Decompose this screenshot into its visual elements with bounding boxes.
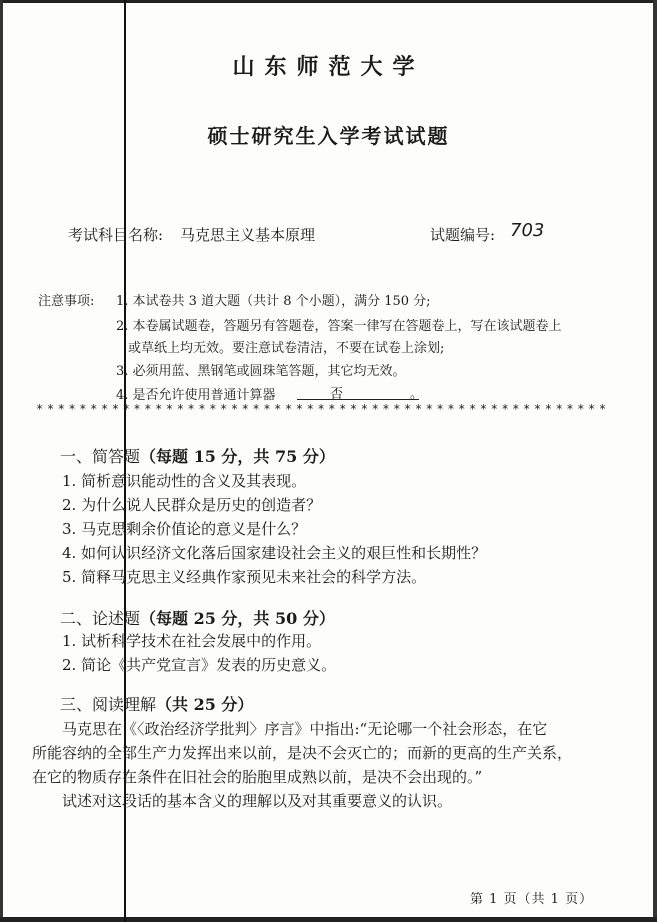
section-2-score: （每题 25 分，共 50 分） [140, 609, 335, 628]
section-1-question-4: 4. 如何认识经济文化落后国家建设社会主义的艰巨性和长期性？ [62, 544, 487, 562]
exam-code-value: 703 [510, 220, 545, 241]
section-3-passage-line-2: 所能容纳的全部生产力发挥出来以前，是决不会灭亡的；而新的更高的生产关系， [32, 744, 573, 762]
calculator-answer-underline [297, 399, 419, 400]
section-3-title: 三、阅读理解 [60, 695, 157, 714]
page-number: 第 1 页（共 1 页） [470, 892, 594, 907]
section-3-passage-line-1: 马克思在《〈政治经济学批判〉序言》中指出:“无论哪一个社会形态，在它 [62, 720, 548, 738]
section-2-heading [60, 606, 335, 629]
section-1-question-3: 3. 马克思剩余价值论的意义是什么？ [62, 520, 307, 538]
scan-border-bottom [0, 917, 657, 922]
calculator-answer-end: 。 [410, 387, 424, 402]
section-1-question-5: 5. 简释马克思主义经典作家预见未来社会的科学方法。 [62, 568, 427, 586]
separator-line: ***************************************************** [36, 402, 610, 416]
scan-border-top [0, 0, 657, 3]
note-item-2-continued: 或草纸上均无效。要注意试卷清洁，不要在试卷上涂划; [128, 341, 445, 356]
calculator-answer: 否 [330, 387, 344, 402]
note-item-1: 1. 本试卷共 3 道大题（共计 8 个小题），满分 150 分; [116, 294, 431, 309]
exam-code-label: 试题编号: [430, 226, 496, 244]
note-item-2: 2. 本卷属试题卷，答题另有答题卷，答案一律写在答题卷上，写在该试题卷上 [116, 319, 562, 334]
note-item-3: 3. 必须用蓝、黑钢笔或圆珠笔答题，其它均无效。 [116, 364, 406, 379]
section-1-question-1: 1. 简析意识能动性的含义及其表现。 [62, 472, 307, 490]
section-1-heading [60, 444, 335, 467]
section-1-score: （每题 15 分，共 75 分） [140, 447, 335, 466]
subject-label: 考试科目名称: [68, 226, 164, 244]
section-1-question-2: 2. 为什么说人民群众是历史的创造者？ [62, 496, 322, 514]
notes-label: 注意事项: [38, 294, 95, 309]
section-3-question: 试述对这段话的基本含义的理解以及对其重要意义的认识。 [62, 792, 453, 810]
section-3-score: （共 25 分） [156, 695, 254, 714]
exam-title: 硕士研究生入学考试试题 [207, 124, 450, 148]
section-1-title: 一、简答题 [60, 447, 141, 466]
section-2-title: 二、论述题 [60, 609, 141, 628]
section-2-question-1: 1. 试析科学技术在社会发展中的作用。 [62, 632, 322, 650]
note-item-4: 4. 是否允许使用普通计算器 [116, 388, 276, 403]
section-3-passage-line-3: 在它的物质存在条件在旧社会的胎胞里成熟以前，是决不会出现的。” [32, 768, 483, 786]
section-3-heading [60, 692, 253, 715]
university-name: 山东师范大学 [232, 54, 425, 80]
section-2-question-2: 2. 简论《共产党宣言》发表的历史意义。 [62, 656, 337, 674]
subject-value: 马克思主义基本原理 [180, 226, 316, 244]
